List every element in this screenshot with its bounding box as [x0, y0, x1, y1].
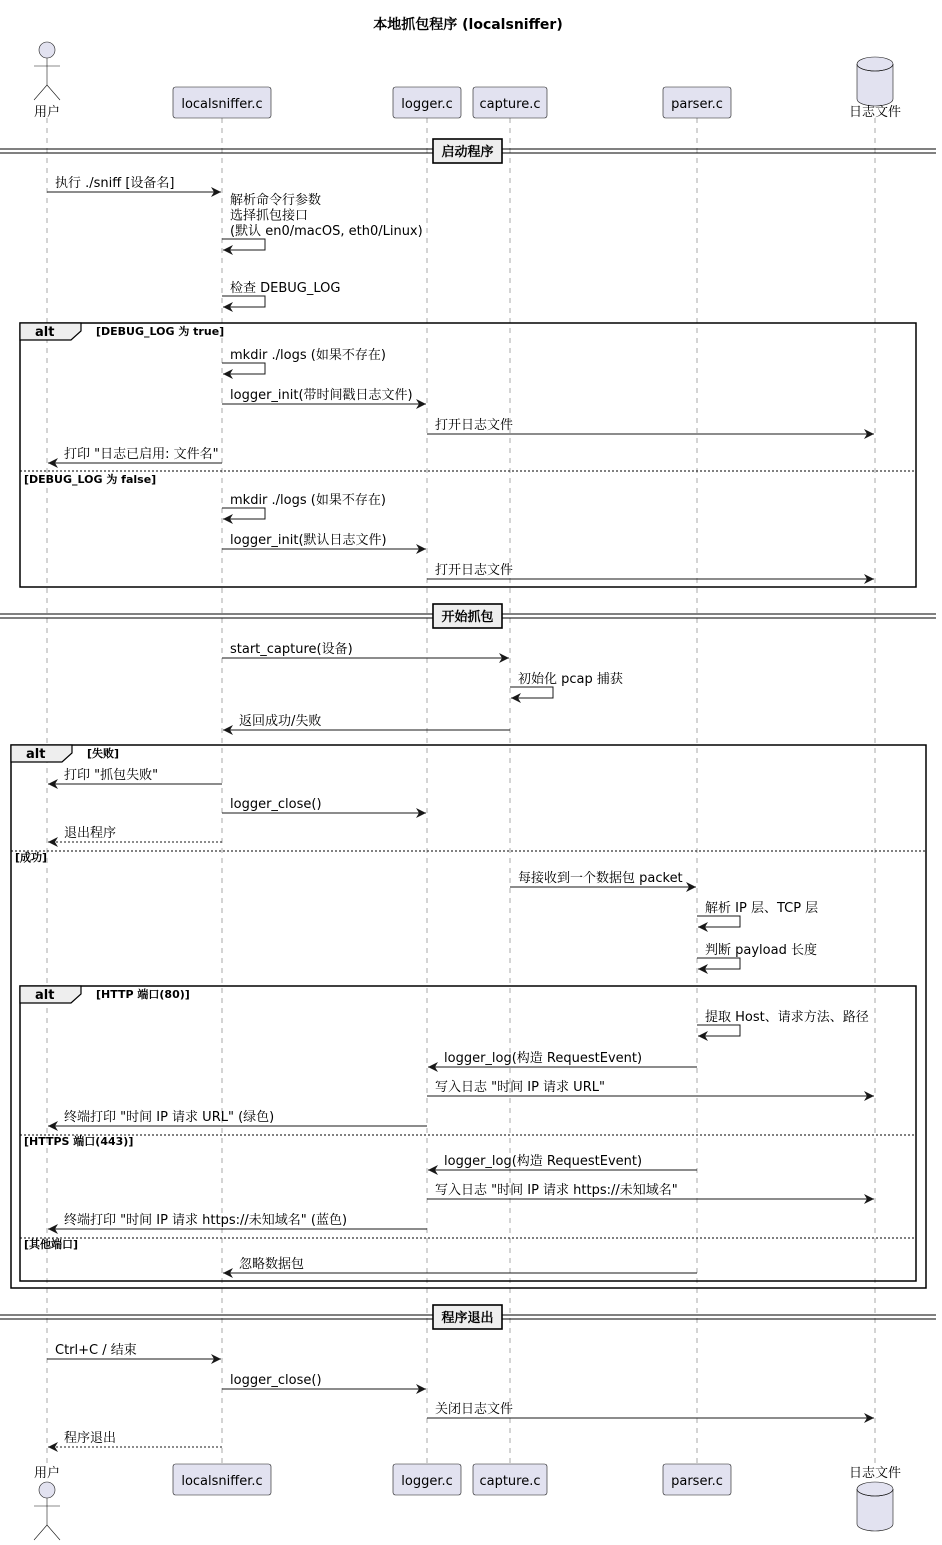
message: [427, 1401, 874, 1418]
alt-keyword: alt: [26, 747, 46, 762]
participant-label: capture.c: [479, 1474, 541, 1489]
participant-label: logger.c: [401, 97, 453, 112]
participant-label: 日志文件: [848, 1466, 902, 1481]
participant-label: localsniffer.c: [181, 1474, 263, 1489]
message-label: logger_init(默认日志文件): [230, 533, 387, 548]
participant-user-bottom: [34, 1466, 60, 1540]
message: [223, 713, 510, 730]
alt-condition: [HTTPS 端口(443)]: [24, 1135, 134, 1148]
participant-label: 日志文件: [848, 105, 902, 120]
message: [222, 348, 386, 374]
message: [222, 642, 509, 658]
message: [47, 1342, 221, 1359]
message: [222, 797, 426, 813]
message: [222, 532, 426, 549]
alt-condition: [DEBUG_LOG 为 false]: [24, 473, 157, 486]
message: [428, 1153, 697, 1170]
message-label: 选择抓包接口: [230, 208, 309, 224]
participant-ls-bottom: [173, 1464, 271, 1495]
message: [697, 900, 818, 927]
self-message-arrow: [222, 239, 265, 250]
message-label: logger_log(构造 RequestEvent): [444, 1154, 643, 1169]
message-label: 忽略数据包: [239, 1257, 305, 1272]
message: [223, 1256, 697, 1273]
message: [222, 280, 340, 307]
message-label: 打开日志文件: [435, 418, 514, 433]
message-label: 程序退出: [64, 1431, 117, 1446]
participant-label: 用户: [33, 105, 61, 120]
message-label: 退出程序: [64, 826, 117, 841]
message-label: logger_init(带时间戳日志文件): [230, 388, 413, 403]
message-label: start_capture(设备): [230, 642, 353, 657]
section-label: 启动程序: [441, 145, 494, 160]
message-label: logger_close(): [230, 797, 322, 812]
message-label: 打开日志文件: [435, 563, 514, 578]
message: [222, 1373, 426, 1389]
alt-condition: [HTTP 端口(80)]: [96, 988, 190, 1001]
participant-cp-bottom: [473, 1464, 547, 1495]
participant-file-top: [849, 57, 901, 120]
participant-label: parser.c: [671, 97, 723, 112]
message: [222, 387, 426, 404]
message: [427, 1079, 874, 1096]
self-message-arrow: [697, 1025, 740, 1036]
message: [222, 493, 386, 519]
participant-ps-bottom: [663, 1464, 731, 1495]
message: [510, 671, 623, 698]
message-label: 解析命令行参数: [230, 193, 322, 208]
alt-keyword: alt: [35, 325, 55, 340]
alt-condition: [失败]: [87, 747, 120, 760]
self-message-arrow: [222, 508, 265, 519]
message-label: 提取 Host、请求方法、路径: [705, 1010, 869, 1025]
alt-condition: [DEBUG_LOG 为 true]: [96, 325, 225, 338]
messages: [47, 175, 874, 1447]
participant-label: parser.c: [671, 1474, 723, 1489]
message-label: 打印 "抓包失败": [64, 768, 159, 783]
section-separators: [0, 139, 936, 1329]
message-label: 终端打印 "时间 IP 请求 https://未知域名" (蓝色): [64, 1213, 348, 1228]
message-label: 打印 "日志已启用: 文件名": [64, 447, 219, 462]
message: [697, 942, 817, 969]
self-message-arrow: [697, 916, 740, 927]
participant-lg-bottom: [393, 1464, 461, 1495]
self-message-arrow: [697, 958, 740, 969]
alt-frame: [20, 986, 916, 1281]
section-divider: [0, 1305, 936, 1329]
message-label: 关闭日志文件: [435, 1402, 514, 1417]
participant-lg-top: [393, 87, 461, 118]
message: [48, 1430, 222, 1447]
participant-label: capture.c: [479, 97, 541, 112]
message: [427, 562, 874, 579]
message: [48, 446, 222, 463]
message-label: 解析 IP 层、TCP 层: [705, 901, 819, 916]
section-divider: [0, 604, 936, 628]
lifelines: [47, 118, 875, 1463]
message-label: logger_close(): [230, 1373, 322, 1388]
message: [427, 417, 874, 434]
message: [48, 825, 222, 842]
message-label: 执行 ./sniff [设备名]: [55, 176, 175, 191]
message-label: mkdir ./logs (如果不存在): [230, 348, 386, 363]
participant-file-bottom: [849, 1465, 901, 1531]
participant-label: logger.c: [401, 1474, 453, 1489]
alt-keyword: alt: [35, 988, 55, 1003]
self-message-arrow: [222, 363, 265, 374]
message: [428, 1050, 697, 1067]
participant-user-top: [34, 42, 60, 120]
message-label: Ctrl+C / 结束: [55, 1343, 137, 1358]
participant-cp-top: [473, 87, 547, 118]
self-message-arrow: [510, 687, 553, 698]
message: [48, 1212, 427, 1229]
message-label: 判断 payload 长度: [705, 943, 817, 958]
message-label: 初始化 pcap 捕获: [518, 672, 623, 687]
participant-label: 用户: [33, 1466, 61, 1481]
participant-ls-top: [173, 87, 271, 118]
message: [48, 767, 222, 784]
message-label: 写入日志 "时间 IP 请求 https://未知域名": [435, 1183, 678, 1198]
message-label: logger_log(构造 RequestEvent): [444, 1051, 643, 1066]
message: [47, 175, 221, 192]
message: [510, 870, 696, 887]
message: [48, 1109, 427, 1126]
message-label: 写入日志 "时间 IP 请求 URL": [435, 1080, 605, 1095]
message: [427, 1182, 874, 1199]
alt-frames: [11, 323, 926, 1288]
message-label: 返回成功/失败: [239, 714, 322, 729]
message-label: mkdir ./logs (如果不存在): [230, 493, 386, 508]
alt-condition: [成功]: [15, 851, 48, 864]
message-label: (默认 en0/macOS, eth0/Linux): [230, 224, 423, 239]
section-divider: [0, 139, 936, 163]
diagram-title: 本地抓包程序 (localsniffer): [373, 17, 563, 33]
participant-label: localsniffer.c: [181, 97, 263, 112]
alt-condition: [其他端口]: [24, 1238, 79, 1251]
participant-ps-top: [663, 87, 731, 118]
message-label: 终端打印 "时间 IP 请求 URL" (绿色): [64, 1110, 275, 1125]
message-label: 检查 DEBUG_LOG: [230, 281, 341, 296]
section-label: 程序退出: [441, 1311, 494, 1326]
message-label: 每接收到一个数据包 packet: [518, 871, 683, 886]
self-message-arrow: [222, 296, 265, 307]
section-label: 开始抓包: [441, 610, 494, 625]
message: [697, 1009, 869, 1036]
message: [222, 192, 423, 250]
